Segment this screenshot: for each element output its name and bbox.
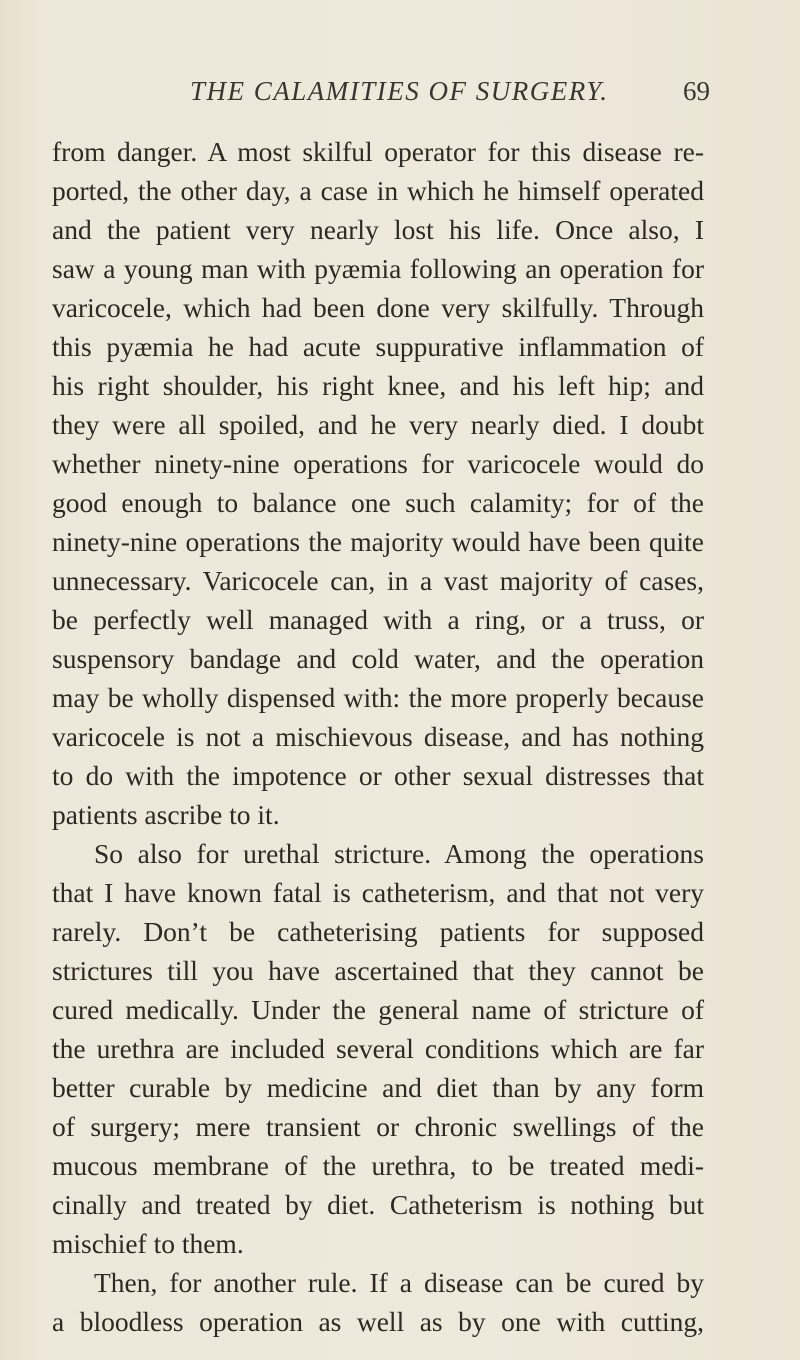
text-line: from danger. A most skilful operator for this disease re- [52, 136, 704, 167]
text-line: So also for urethal stricture. Among the operations [94, 838, 704, 869]
text-line: rarely. Don’t be catheterising patients for supposed [52, 916, 704, 947]
text-line: the urethra are included several conditions which are far [52, 1033, 704, 1064]
text-line: varicocele, which had been done very skilfully. Through [52, 292, 704, 323]
text-line: ninety-nine operations the majority would have been quite [52, 526, 704, 557]
text-line: saw a young man with pyæmia following an operation for [52, 253, 704, 284]
text-line: Then, for another rule. If a disease can be cured by [94, 1267, 704, 1298]
body-text [52, 132, 704, 1341]
text-line: suspensory bandage and cold water, and the operation [52, 643, 704, 674]
text-line: be perfectly well managed with a ring, or a truss, or [52, 604, 704, 635]
text-line: that I have known fatal is catheterism, and that not very [52, 877, 704, 908]
text-line: good enough to balance one such calamity; for of the [52, 487, 704, 518]
page-number: 69 [683, 76, 710, 106]
running-head [190, 76, 710, 108]
text-line: whether ninety-nine operations for varicocele would do [52, 448, 704, 479]
text-line: mucous membrane of the urethra, to be treated medi- [52, 1150, 704, 1181]
text-line: better curable by medicine and diet than by any form [52, 1072, 704, 1103]
text-line: this pyæmia he had acute suppurative inflammation of [52, 331, 704, 362]
text-line: and the patient very nearly lost his life. Once also, I [52, 214, 704, 245]
text-line: a bloodless operation as well as by one with cutting, [52, 1306, 704, 1337]
text-line: ported, the other day, a case in which he himself operated [52, 175, 704, 206]
text-line: mischief to them. [52, 1228, 244, 1259]
text-line: of surgery; mere transient or chronic swellings of the [52, 1111, 704, 1142]
text-line: they were all spoiled, and he very nearly died. I doubt [52, 409, 704, 440]
running-title: THE CALAMITIES OF SURGERY. [190, 76, 609, 106]
text-line: unnecessary. Varicocele can, in a vast majority of cases, [52, 565, 704, 596]
text-line: strictures till you have ascertained that they cannot be [52, 955, 704, 986]
text-line: his right shoulder, his right knee, and his left hip; and [52, 370, 704, 401]
text-line: varicocele is not a mischievous disease, and has nothing [52, 721, 704, 752]
text-line: cinally and treated by diet. Catheterism is nothing but [52, 1189, 704, 1220]
text-line: may be wholly dispensed with: the more properly because [52, 682, 704, 713]
text-line: patients ascribe to it. [52, 799, 280, 830]
text-line: cured medically. Under the general name of stricture of [52, 994, 704, 1025]
text-line: to do with the impotence or other sexual distresses that [52, 760, 704, 791]
